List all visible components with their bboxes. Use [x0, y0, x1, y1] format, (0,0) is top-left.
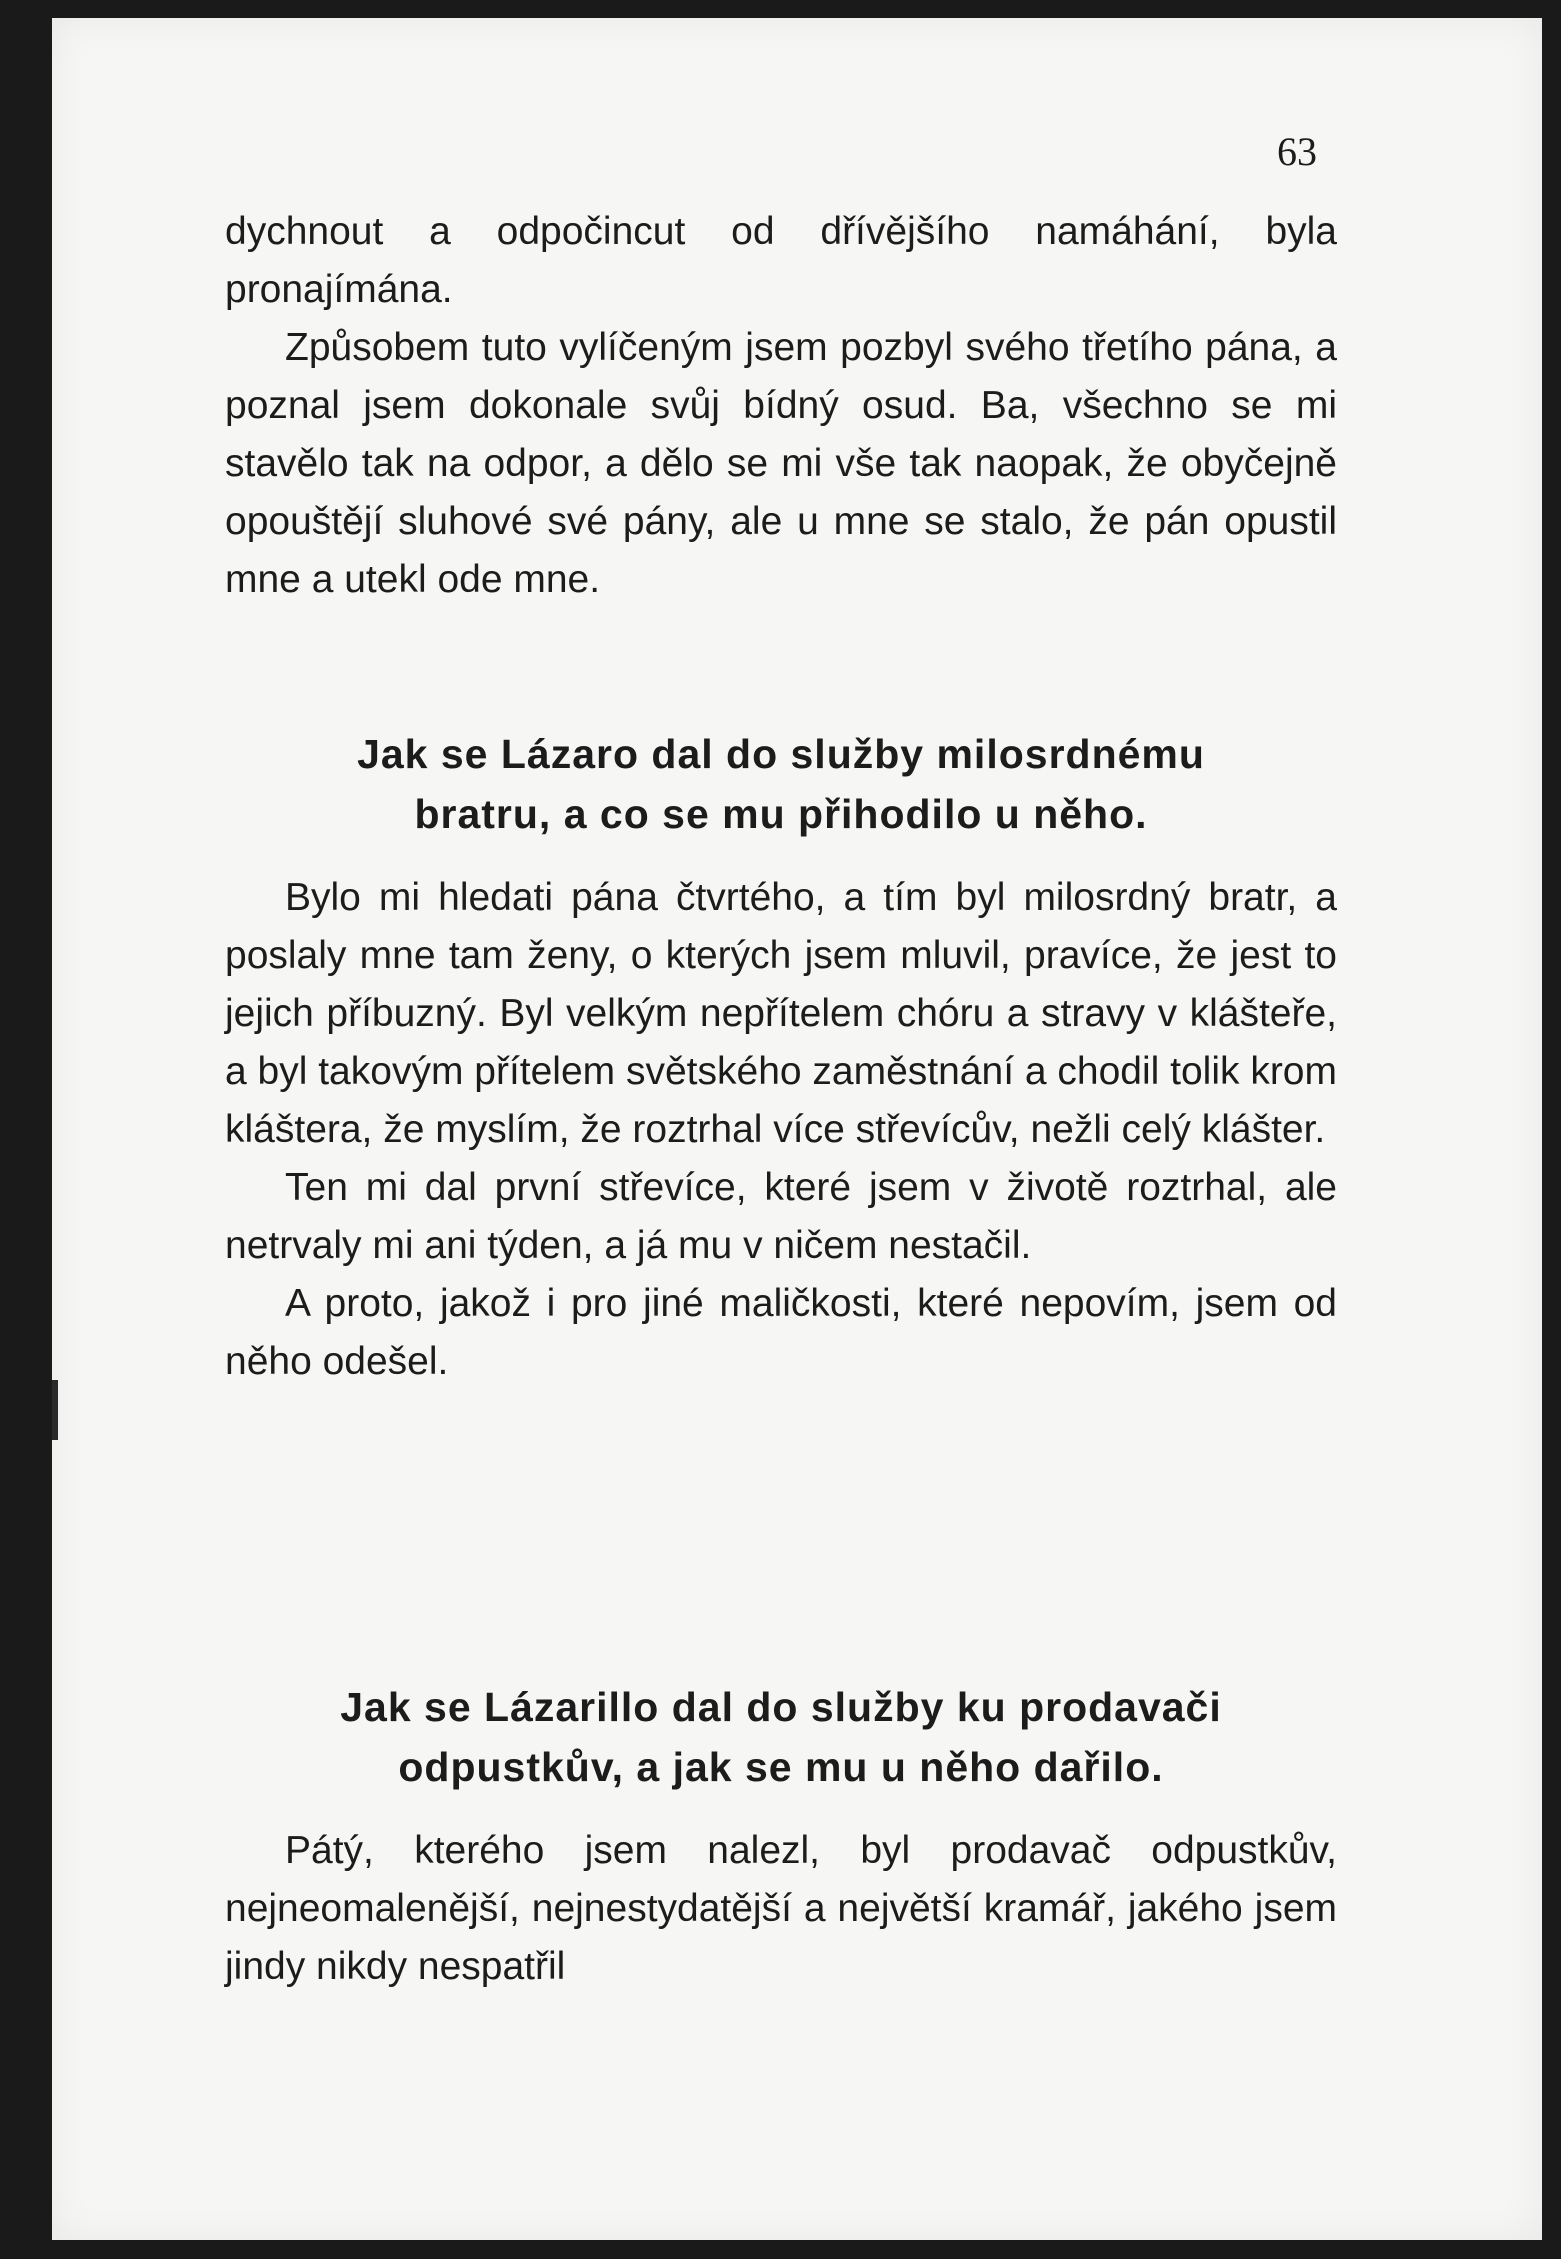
chapter-heading-2-line-2: odpustkův, a jak se mu u něho dařilo. [398, 1744, 1164, 1790]
section-1-text [225, 203, 1337, 609]
paragraph: Bylo mi hledati pána čtvrtého, a tím byl milosrdný bratr, a poslaly mne tam ženy, o kterých jsem mluvil, pravíce, že jest to jejich příbuzný. Byl velkým nepřítelem chóru a stravy v klášteře, a byl takovým přítelem světského zaměstnání a chodil tolik krom kláštera, že myslím, že roztrhal více střevícův, nežli celý klášter. [225, 876, 1337, 1151]
chapter-heading-2 [225, 1677, 1337, 1797]
paragraph: Ten mi dal první střevíce, které jsem v životě roztrhal, ale netrvaly mi ani týden, a já mu v ničem nestačil. [225, 1166, 1337, 1267]
paragraph: A proto, jakož i pro jiné maličkosti, které nepovím, jsem od něho odešel. [225, 1282, 1337, 1383]
paragraph: Způsobem tuto vylíčeným jsem pozbyl svého třetího pána, a poznal jsem dokonale svůj bídný osud. Ba, všechno se mi stavělo tak na odpor, a dělo se mi vše tak naopak, že obyčejně opouštějí sluhové své pány, ale u mne se stalo, že pán opustil mne a utekl ode mne. [225, 326, 1337, 601]
binding-edge-mark [52, 1380, 58, 1440]
paragraph-continuation: dychnout a odpočincut od dřívějšího namáhání, byla pronajímána. [225, 210, 1337, 311]
chapter-heading-1 [225, 724, 1337, 844]
book-page [52, 18, 1542, 2240]
paragraph: Pátý, kterého jsem nalezl, byl prodavač odpustkův, nejneomalenější, nejnestydatější a největší kramář, jakého jsem jindy nikdy nespatřil [225, 1829, 1337, 1988]
section-2-text [225, 869, 1337, 1391]
chapter-heading-2-line-1: Jak se Lázarillo dal do služby ku prodavači [340, 1684, 1222, 1730]
page-number: 63 [1277, 129, 1317, 174]
chapter-heading-1-line-2: bratru, a co se mu přihodilo u něho. [414, 791, 1148, 837]
section-3-text [225, 1822, 1337, 1996]
chapter-heading-1-line-1: Jak se Lázaro dal do služby milosrdnému [357, 731, 1205, 777]
